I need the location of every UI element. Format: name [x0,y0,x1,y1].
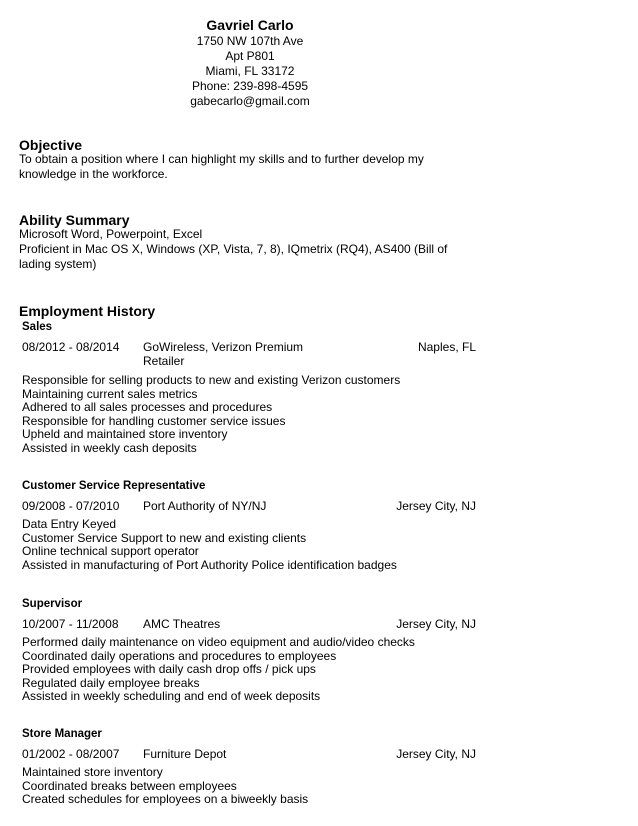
employment-history-heading: Employment History [19,303,156,319]
job-location: Jersey City, NJ [396,747,476,761]
job-duties [22,518,482,572]
duty-item: Maintaining current sales metrics [22,386,198,401]
job-location: Naples, FL [417,340,476,354]
duty-item: Data Entry Keyed [22,517,117,531]
ability-line: lading system) [19,257,97,271]
duty-item: Assisted in weekly cash deposits [22,440,197,455]
job-entry [22,597,482,704]
job-info [22,340,482,368]
job-entry [22,479,482,572]
duty-item: Assisted in weekly scheduling and end of week deposits [22,689,321,704]
job-location: Jersey City, NJ [396,617,476,631]
ability-summary-heading: Ability Summary [19,212,130,228]
duty-item: Maintained store inventory [22,765,163,779]
duty-item: Performed daily maintenance on video equipment and audio/video checks [22,635,415,649]
job-employer: Furniture Depot [143,747,227,761]
job-title: Sales [22,321,53,333]
job-employer: GoWireless, Verizon Premium Retailer [143,340,304,368]
address-line-2: Apt P801 [225,49,275,63]
job-dates: 09/2008 - 07/2010 [22,499,120,513]
job-employer: AMC Theatres [143,617,221,631]
duty-item: Responsible for selling products to new and existing Verizon customers [22,373,401,387]
duty-item: Responsible for handling customer service issues [22,413,286,428]
job-employer: Port Authority of NY/NJ [143,499,267,513]
email-address: gabecarlo@gmail.com [190,94,310,108]
job-info [22,747,482,761]
job-entry [22,320,482,456]
duty-item: Adhered to all sales processes and procedures [22,400,273,415]
duty-item: Coordinated daily operations and procedures to employees [22,648,337,663]
duty-item: Customer Service Support to new and existing clients [22,530,307,545]
job-info [22,499,482,513]
job-duties [22,766,482,807]
address-line-1: 1750 NW 107th Ave [196,34,304,48]
job-entry [22,727,482,807]
job-dates: 08/2012 - 08/2014 [22,340,120,354]
phone-number: Phone: 239-898-4595 [191,79,309,93]
duty-item: Regulated daily employee breaks [22,675,200,690]
duty-item: Provided employees with daily cash drop offs / pick ups [22,662,316,677]
objective-line: knowledge in the workforce. [19,167,168,181]
address-city: Miami, FL 33172 [205,64,295,78]
job-title: Customer Service Representative [22,480,206,492]
objective-text [19,152,489,182]
job-title: Store Manager [22,728,102,740]
objective-heading: Objective [19,137,83,153]
ability-line: Microsoft Word, Powerpoint, Excel [19,227,203,241]
objective-line: To obtain a position where I can highlight my skills and to further develop my [19,152,424,166]
ability-line: Proficient in Mac OS X, Windows (XP, Vista, 7, 8), IQmetrix (RQ4), AS400 (Bill of [19,242,448,256]
job-dates: 10/2007 - 11/2008 [22,617,119,631]
job-title: Supervisor [22,598,83,610]
duty-item: Online technical support operator [22,544,199,559]
duty-item: Assisted in manufacturing of Port Authority Police identification badges [22,557,397,572]
candidate-name: Gavriel Carlo [206,17,294,33]
job-dates: 01/2002 - 08/2007 [22,747,120,761]
duty-item: Upheld and maintained store inventory [22,427,228,442]
duty-item: Created schedules for employees on a biweekly basis [22,792,309,807]
job-info [22,617,482,631]
job-duties [22,636,482,704]
job-location: Jersey City, NJ [396,499,476,513]
duty-item: Coordinated breaks between employees [22,778,237,793]
contact-header [150,16,350,109]
job-duties [22,374,482,456]
ability-summary-text [19,227,489,272]
